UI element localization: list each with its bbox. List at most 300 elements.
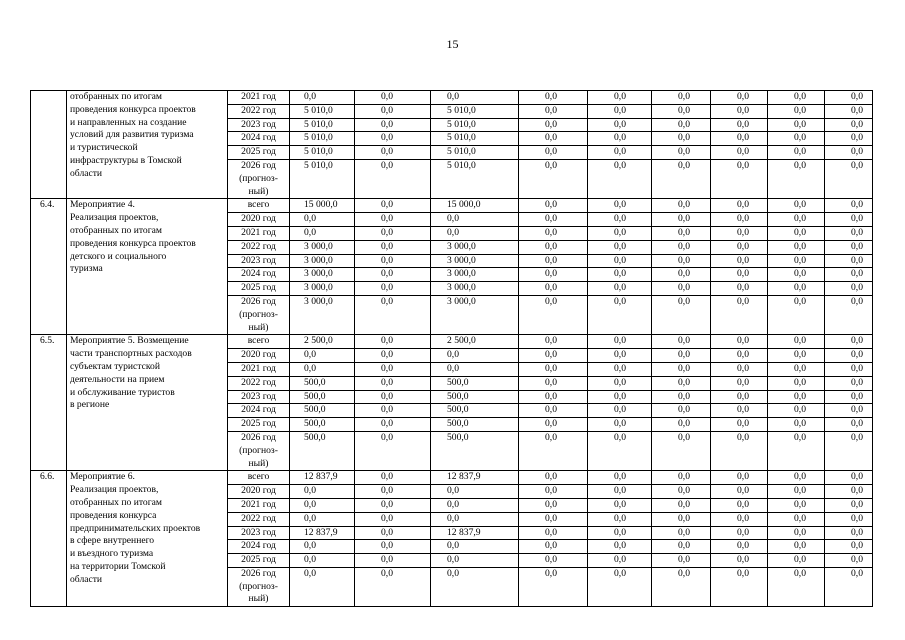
value-text: 0,0 xyxy=(737,390,749,402)
value-cell xyxy=(431,282,518,296)
value-cell xyxy=(588,160,651,198)
value-column xyxy=(431,471,519,607)
value-cell xyxy=(290,255,354,269)
table-row xyxy=(31,91,873,199)
value-cell xyxy=(588,227,651,241)
year-cell xyxy=(228,255,289,269)
value-column xyxy=(431,335,519,471)
value-cell xyxy=(519,282,587,296)
value-text: 0,0 xyxy=(794,526,806,538)
value-text: 0,0 xyxy=(545,159,557,171)
measure-name-line: части транспортных расходов xyxy=(70,348,192,360)
value-cell xyxy=(355,105,430,119)
value-cell xyxy=(825,199,872,213)
value-cell xyxy=(519,404,587,418)
value-cell xyxy=(825,349,872,363)
value-text: 0,0 xyxy=(381,240,393,252)
measure-name-line: и въездного туризма xyxy=(70,548,154,560)
value-text: 0,0 xyxy=(545,240,557,252)
value-cell xyxy=(652,527,710,541)
value-text: 0,0 xyxy=(794,335,806,347)
value-cell xyxy=(431,349,518,363)
value-cell xyxy=(431,132,518,146)
value-cell xyxy=(519,199,587,213)
value-cell xyxy=(519,91,587,105)
year-cell xyxy=(228,554,289,568)
value-text: 0,0 xyxy=(678,471,690,483)
value-cell xyxy=(290,105,354,119)
value-text: 500,0 xyxy=(304,404,326,416)
year-cell xyxy=(228,568,289,606)
value-text: 0,0 xyxy=(737,404,749,416)
year-cell xyxy=(228,349,289,363)
value-text: 0,0 xyxy=(678,418,690,430)
value-cell xyxy=(290,268,354,282)
value-cell xyxy=(825,296,872,334)
value-cell xyxy=(588,485,651,499)
value-text: 0,0 xyxy=(678,498,690,510)
value-text: 0,0 xyxy=(381,554,393,566)
value-cell xyxy=(431,199,518,213)
value-cell xyxy=(588,404,651,418)
value-cell xyxy=(652,404,710,418)
value-text: 500,0 xyxy=(447,390,469,402)
value-cell xyxy=(355,146,430,160)
value-cell xyxy=(652,513,710,527)
value-text: 0,0 xyxy=(381,512,393,524)
value-text: 0,0 xyxy=(545,404,557,416)
value-cell xyxy=(711,432,767,470)
value-text: 3 000,0 xyxy=(304,282,333,294)
value-text: 2 500,0 xyxy=(304,335,333,347)
value-cell xyxy=(825,132,872,146)
measure-name-line: области xyxy=(70,167,103,179)
value-text: 0,0 xyxy=(851,159,863,171)
row-number xyxy=(31,91,67,199)
value-text: 0,0 xyxy=(381,199,393,211)
year-label: 2021 год xyxy=(241,362,276,374)
value-text: 15 000,0 xyxy=(304,199,338,211)
value-cell xyxy=(711,132,767,146)
value-cell xyxy=(768,119,824,133)
value-cell xyxy=(825,119,872,133)
value-column xyxy=(652,471,711,607)
value-text: 0,0 xyxy=(737,268,749,280)
value-text: 0,0 xyxy=(614,282,626,294)
value-column xyxy=(431,199,519,335)
value-text: 0,0 xyxy=(678,376,690,388)
value-cell xyxy=(588,499,651,513)
value-text: 500,0 xyxy=(304,390,326,402)
value-cell xyxy=(768,199,824,213)
value-text: 0,0 xyxy=(678,213,690,225)
value-text: 0,0 xyxy=(678,254,690,266)
value-text: 0,0 xyxy=(381,213,393,225)
value-column xyxy=(355,91,431,199)
table-row xyxy=(31,335,873,471)
value-cell xyxy=(355,199,430,213)
value-cell xyxy=(768,255,824,269)
value-cell xyxy=(588,241,651,255)
value-cell xyxy=(652,377,710,391)
value-text: 0,0 xyxy=(545,362,557,374)
value-text: 3 000,0 xyxy=(447,254,476,266)
year-label: 2020 год xyxy=(241,485,276,497)
value-text: 0,0 xyxy=(737,526,749,538)
year-label: 2024 год xyxy=(241,540,276,552)
value-cell xyxy=(431,105,518,119)
value-text: 5 010,0 xyxy=(304,146,333,158)
table-row xyxy=(31,471,873,607)
value-cell xyxy=(711,119,767,133)
value-text: 0,0 xyxy=(304,362,316,374)
value-text: 0,0 xyxy=(794,471,806,483)
value-cell xyxy=(768,377,824,391)
value-text: 0,0 xyxy=(737,240,749,252)
value-cell xyxy=(825,363,872,377)
value-text: 0,0 xyxy=(678,146,690,158)
year-cell xyxy=(228,499,289,513)
value-text: 0,0 xyxy=(851,226,863,238)
value-cell xyxy=(519,363,587,377)
value-text: 0,0 xyxy=(794,540,806,552)
value-column xyxy=(290,199,355,335)
value-text: 0,0 xyxy=(304,485,316,497)
value-text: 0,0 xyxy=(851,512,863,524)
value-text: 0,0 xyxy=(851,471,863,483)
value-text: 0,0 xyxy=(794,104,806,116)
value-cell xyxy=(431,227,518,241)
value-cell xyxy=(290,554,354,568)
value-cell xyxy=(825,241,872,255)
value-cell xyxy=(711,105,767,119)
value-text: 500,0 xyxy=(447,376,469,388)
value-cell xyxy=(290,199,354,213)
value-cell xyxy=(290,213,354,227)
value-text: 0,0 xyxy=(614,390,626,402)
value-cell xyxy=(519,499,587,513)
value-text: 0,0 xyxy=(851,362,863,374)
value-cell xyxy=(825,268,872,282)
value-cell xyxy=(588,418,651,432)
value-text: 0,0 xyxy=(794,349,806,361)
value-cell xyxy=(290,335,354,349)
value-cell xyxy=(431,160,518,198)
year-label: 2021 год xyxy=(241,91,276,102)
value-text: 0,0 xyxy=(447,512,459,524)
value-text: 0,0 xyxy=(851,254,863,266)
value-text: 12 837,9 xyxy=(447,526,481,538)
value-text: 0,0 xyxy=(737,376,749,388)
value-text: 0,0 xyxy=(614,554,626,566)
value-cell xyxy=(652,213,710,227)
value-text: 0,0 xyxy=(794,240,806,252)
value-text: 3 000,0 xyxy=(447,268,476,280)
year-cell xyxy=(228,485,289,499)
year-label: 2025 год xyxy=(241,418,276,430)
value-cell xyxy=(355,255,430,269)
value-text: 0,0 xyxy=(381,431,393,443)
year-cell xyxy=(228,296,289,334)
value-cell xyxy=(768,499,824,513)
value-cell xyxy=(652,105,710,119)
value-text: 0,0 xyxy=(851,498,863,510)
row-number: 6.6. xyxy=(31,471,67,607)
value-cell xyxy=(711,296,767,334)
value-cell xyxy=(588,146,651,160)
value-cell xyxy=(588,91,651,105)
value-text: 0,0 xyxy=(794,159,806,171)
value-cell xyxy=(431,255,518,269)
value-cell xyxy=(825,105,872,119)
value-cell xyxy=(768,471,824,485)
year-label: ный) xyxy=(248,185,269,197)
value-cell xyxy=(768,213,824,227)
value-text: 0,0 xyxy=(851,268,863,280)
value-text: 0,0 xyxy=(614,295,626,307)
value-cell xyxy=(711,527,767,541)
value-text: 0,0 xyxy=(851,118,863,130)
value-cell xyxy=(519,485,587,499)
measure-name xyxy=(67,199,228,335)
value-text: 0,0 xyxy=(794,404,806,416)
value-cell xyxy=(519,296,587,334)
measure-name-line: в регионе xyxy=(70,399,110,411)
value-text: 0,0 xyxy=(737,132,749,144)
value-cell xyxy=(355,213,430,227)
value-cell xyxy=(652,432,710,470)
measure-name-line: на территории Томской xyxy=(70,560,166,572)
value-cell xyxy=(290,540,354,554)
measure-name-line: Мероприятие 4. xyxy=(70,199,135,211)
value-cell xyxy=(711,499,767,513)
value-cell xyxy=(519,335,587,349)
value-text: 0,0 xyxy=(614,268,626,280)
value-text: 0,0 xyxy=(381,268,393,280)
value-cell xyxy=(431,363,518,377)
value-text: 0,0 xyxy=(545,431,557,443)
measure-name-line: и обслуживание туристов xyxy=(70,386,175,398)
value-text: 0,0 xyxy=(737,282,749,294)
value-cell xyxy=(825,513,872,527)
value-cell xyxy=(290,471,354,485)
row-number: 6.5. xyxy=(31,335,67,471)
value-text: 0,0 xyxy=(381,146,393,158)
year-label: (прогноз- xyxy=(239,444,278,456)
value-text: 0,0 xyxy=(545,268,557,280)
value-cell xyxy=(519,160,587,198)
value-cell xyxy=(355,363,430,377)
value-cell xyxy=(355,432,430,470)
value-text: 3 000,0 xyxy=(304,240,333,252)
measure-name-line: в сфере внутреннего xyxy=(70,535,155,547)
value-cell xyxy=(768,241,824,255)
budget-table xyxy=(30,90,873,607)
value-text: 0,0 xyxy=(678,554,690,566)
value-cell xyxy=(290,499,354,513)
value-text: 0,0 xyxy=(545,418,557,430)
value-cell xyxy=(588,213,651,227)
year-cell xyxy=(228,363,289,377)
value-text: 0,0 xyxy=(304,567,316,579)
value-text: 0,0 xyxy=(678,282,690,294)
year-cell xyxy=(228,146,289,160)
value-text: 0,0 xyxy=(678,512,690,524)
value-column xyxy=(588,335,652,471)
value-text: 0,0 xyxy=(545,146,557,158)
value-cell xyxy=(711,160,767,198)
value-text: 0,0 xyxy=(614,199,626,211)
year-label: 2024 год xyxy=(241,268,276,280)
value-cell xyxy=(768,335,824,349)
value-text: 500,0 xyxy=(447,431,469,443)
measure-name-line: условий для развития туризма xyxy=(70,129,194,141)
value-column xyxy=(825,91,873,199)
value-cell xyxy=(588,105,651,119)
value-text: 0,0 xyxy=(737,540,749,552)
value-cell xyxy=(431,513,518,527)
value-text: 0,0 xyxy=(737,418,749,430)
value-cell xyxy=(355,241,430,255)
value-text: 0,0 xyxy=(737,199,749,211)
value-text: 0,0 xyxy=(304,226,316,238)
value-text: 0,0 xyxy=(737,512,749,524)
year-label: 2026 год xyxy=(241,431,276,443)
value-text: 0,0 xyxy=(678,199,690,211)
value-text: 0,0 xyxy=(794,118,806,130)
value-cell xyxy=(768,160,824,198)
value-column xyxy=(825,471,873,607)
value-cell xyxy=(711,377,767,391)
value-text: 0,0 xyxy=(851,485,863,497)
value-cell xyxy=(825,499,872,513)
table-row xyxy=(31,199,873,335)
value-text: 0,0 xyxy=(737,91,749,102)
value-cell xyxy=(290,282,354,296)
value-text: 0,0 xyxy=(381,526,393,538)
measure-name-line: отобранных по итогам xyxy=(70,496,162,508)
value-text: 0,0 xyxy=(545,295,557,307)
year-label: 2026 год xyxy=(241,295,276,307)
value-text: 0,0 xyxy=(794,91,806,102)
value-text: 0,0 xyxy=(545,526,557,538)
value-text: 0,0 xyxy=(678,485,690,497)
year-label: 2023 год xyxy=(241,526,276,538)
value-text: 0,0 xyxy=(381,471,393,483)
value-text: 0,0 xyxy=(545,349,557,361)
value-text: 0,0 xyxy=(614,159,626,171)
value-cell xyxy=(711,404,767,418)
value-cell xyxy=(355,91,430,105)
value-text: 0,0 xyxy=(304,498,316,510)
value-cell xyxy=(652,335,710,349)
year-cell xyxy=(228,391,289,405)
value-cell xyxy=(711,199,767,213)
year-column xyxy=(228,471,290,607)
value-column xyxy=(711,91,768,199)
value-cell xyxy=(588,296,651,334)
value-cell xyxy=(519,255,587,269)
value-column xyxy=(711,335,768,471)
measure-name xyxy=(67,471,228,607)
value-cell xyxy=(290,91,354,105)
value-cell xyxy=(355,296,430,334)
value-cell xyxy=(355,418,430,432)
value-cell xyxy=(290,404,354,418)
value-cell xyxy=(355,485,430,499)
value-cell xyxy=(588,349,651,363)
value-column xyxy=(588,471,652,607)
value-cell xyxy=(825,471,872,485)
value-cell xyxy=(768,132,824,146)
value-cell xyxy=(768,296,824,334)
value-cell xyxy=(825,91,872,105)
value-cell xyxy=(711,241,767,255)
page-number: 15 xyxy=(446,37,459,51)
value-cell xyxy=(711,391,767,405)
value-cell xyxy=(768,404,824,418)
value-cell xyxy=(768,485,824,499)
value-cell xyxy=(290,513,354,527)
value-cell xyxy=(355,391,430,405)
value-text: 0,0 xyxy=(851,540,863,552)
value-cell xyxy=(355,282,430,296)
year-cell xyxy=(228,213,289,227)
value-text: 0,0 xyxy=(737,295,749,307)
value-cell xyxy=(768,554,824,568)
value-text: 0,0 xyxy=(545,498,557,510)
value-cell xyxy=(588,119,651,133)
value-text: 0,0 xyxy=(851,349,863,361)
value-cell xyxy=(711,554,767,568)
year-label: всего xyxy=(247,199,270,211)
value-text: 0,0 xyxy=(794,146,806,158)
value-text: 0,0 xyxy=(794,418,806,430)
value-text: 3 000,0 xyxy=(447,295,476,307)
value-text: 5 010,0 xyxy=(304,118,333,130)
value-text: 0,0 xyxy=(545,282,557,294)
value-column xyxy=(290,471,355,607)
value-text: 0,0 xyxy=(614,132,626,144)
year-label: 2022 год xyxy=(241,512,276,524)
year-cell xyxy=(228,418,289,432)
value-column xyxy=(768,199,825,335)
value-cell xyxy=(290,227,354,241)
value-cell xyxy=(519,554,587,568)
value-cell xyxy=(355,227,430,241)
measure-name-line: проведения конкурса xyxy=(70,509,157,521)
value-column xyxy=(355,471,431,607)
year-label: 2024 год xyxy=(241,404,276,416)
year-label: 2020 год xyxy=(241,349,276,361)
value-text: 0,0 xyxy=(737,104,749,116)
value-text: 0,0 xyxy=(794,485,806,497)
value-cell xyxy=(825,335,872,349)
value-text: 0,0 xyxy=(851,526,863,538)
value-text: 3 000,0 xyxy=(447,282,476,294)
value-text: 0,0 xyxy=(678,118,690,130)
value-text: 0,0 xyxy=(545,104,557,116)
value-cell xyxy=(711,255,767,269)
year-label: ный) xyxy=(248,457,269,469)
year-label: 2026 год xyxy=(241,567,276,579)
value-text: 0,0 xyxy=(545,213,557,225)
value-text: 0,0 xyxy=(678,295,690,307)
value-text: 0,0 xyxy=(794,554,806,566)
value-text: 0,0 xyxy=(545,540,557,552)
value-cell xyxy=(711,91,767,105)
value-cell xyxy=(290,119,354,133)
